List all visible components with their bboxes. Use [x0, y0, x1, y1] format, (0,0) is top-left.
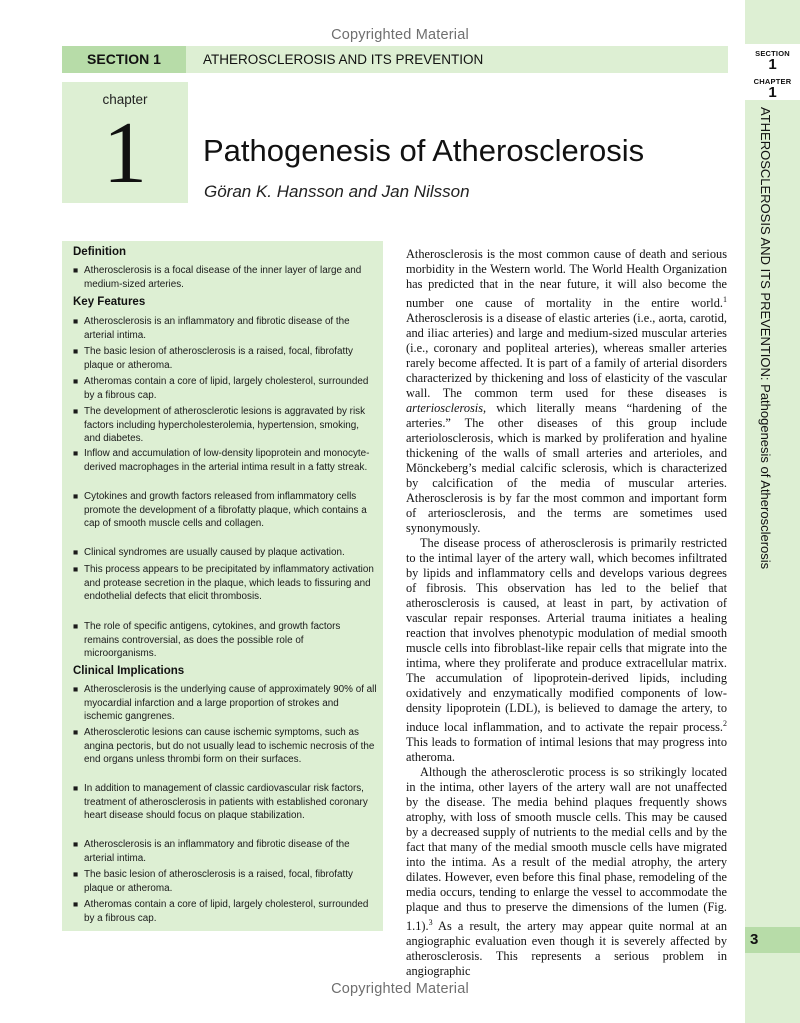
section-title: ATHEROSCLEROSIS AND ITS PREVENTION: [203, 52, 484, 67]
chapter-number-box: [62, 82, 188, 203]
summary-box: [62, 241, 383, 931]
side-section-word: SECTION: [755, 49, 790, 58]
clinical-item: ■ Atherosclerotic lesions can cause ischemic symptoms, such as angina pectoris, but do not usually lead to ischemic necrosis of the end organs unless thrombi form on their surfaces.: [73, 726, 378, 767]
running-title: ATHEROSCLEROSIS AND ITS PREVENTION: Pathogenesis of Atherosclerosis: [758, 107, 773, 570]
definition-item: ■ Atherosclerosis is a focal disease of the inner layer of large and medium-sized arteries.: [73, 264, 378, 291]
side-tab-strip: [745, 0, 800, 1023]
definition-heading: Definition: [73, 246, 127, 258]
body-p1-text-c: which literally means “hardening of the arteries.” The other diseases of this group include arteriolosclerosis, which is marked by proliferation and hyaline thickening of the walls of small arteries and arterioles, and Mönckeberg’s medial calcific sclerosis, which is characterized by calcification of the media of muscular arteries. Atherosclerosis is by far the most common and important form of arteriosclerosis, and the terms are sometimes used synonymously.: [406, 401, 727, 536]
key-feature-item: ■ Cytokines and growth factors released from inflammatory cells promote the development of a fibrofatty plaque, which contains a cap of smooth muscle cells and collagen.: [73, 490, 378, 531]
reference-1: 1: [723, 295, 727, 304]
running-title-wrapper: [758, 107, 788, 570]
side-chapter-number: 1: [768, 84, 777, 101]
key-feature-item: ■ This process appears to be precipitated by inflammatory activation and protease secretion in the plaque, which leads to fissuring and endothelial defects that elicit thrombosis.: [73, 563, 378, 604]
body-p1-text-b: Atherosclerosis is a disease of elastic arteries (i.e., aorta, carotid, and iliac arteries) and large and medium-sized muscular arteries (i.e., coronary and popliteal arteries), whereas smaller arteries rarely become affected. It is part of a family of arterial disorders characterized by thickening and loss of elasticity of the vascular wall. The common term used for these diseases is: [406, 311, 727, 401]
side-chapter-word: CHAPTER: [753, 77, 792, 86]
chapter-title: Pathogenesis of Atherosclerosis: [203, 133, 645, 168]
section-header-bar: [62, 46, 728, 73]
key-feature-item: ■ The basic lesion of atherosclerosis is a raised, focal, fibrofatty plaque or atheroma.: [73, 345, 378, 372]
body-text-column: [406, 247, 727, 979]
body-paragraph-1: [406, 247, 727, 536]
clinical-item: ■ Atherosclerosis is an inflammatory and fibrotic disease of the arterial intima.: [73, 838, 378, 865]
key-feature-item: ■ The role of specific antigens, cytokines, and growth factors remains controversial, as does the possible role of microorganisms.: [73, 620, 378, 661]
key-feature-item: ■ Inflow and accumulation of low-density lipoprotein and monocyte-derived macrophages in the arterial intima result in a fatty streak.: [73, 447, 378, 474]
side-section-number: 1: [768, 56, 777, 73]
section-label: SECTION 1: [62, 46, 186, 73]
key-feature-item: ■ Clinical syndromes are usually caused by plaque activation.: [73, 546, 378, 560]
body-p2-text-b: This leads to formation of intimal lesions that may progress into atheroma.: [406, 735, 727, 765]
watermark-top: Copyrighted Material: [331, 27, 469, 43]
chapter-word: chapter: [102, 92, 148, 107]
body-paragraph-2: [406, 536, 727, 765]
clinical-item: ■ The basic lesion of atherosclerosis is a raised, focal, fibrofatty plaque or atheroma.: [73, 868, 378, 895]
watermark-bottom: Copyrighted Material: [331, 981, 469, 997]
key-feature-item: ■ The development of atherosclerotic lesions is aggravated by risk factors including hypercholesterolemia, hypertension, smoking, and diabetes.: [73, 405, 378, 446]
key-feature-item: ■ Atheromas contain a core of lipid, largely cholesterol, surrounded by a fibrous cap.: [73, 375, 378, 402]
clinical-item: ■ Atherosclerosis is the underlying cause of approximately 90% of all myocardial infarction and a large proportion of strokes and ischemic gangrenes.: [73, 683, 378, 724]
body-p3-text-a: Although the atherosclerotic process is so strikingly located in the intima, other layers of the artery wall are not unaffected by the disease. The media behind plaques frequently shows atrophy, with loss of smooth muscle cells. This may be caused by a decreased supply of nutrients to the medial cells and by the fact that many of the medial smooth muscle cells have migrated into the intima. As a result of the medial atrophy, the artery dilates. However, even before this final phase, remodeling of the media occurs, tending to enlarge the vessel to accommodate the plaque and thus to preserve the dimensions of the lumen (Fig. 1.1).: [406, 765, 727, 934]
clinical-item: ■ Atheromas contain a core of lipid, largely cholesterol, surrounded by a fibrous cap.: [73, 898, 378, 925]
page-number: 3: [750, 931, 759, 948]
body-p1-text-a: Atherosclerosis is the most common cause of death and serious morbidity in the Western world. The World Health Organization has predicted that in the near future, it will also become the number one cause of mortality in the entire world.: [406, 247, 727, 311]
page-number-tab: [745, 927, 800, 953]
key-feature-item: ■ Atherosclerosis is an inflammatory and fibrotic disease of the arterial intima.: [73, 315, 378, 342]
side-section-chapter-marker: [745, 44, 800, 100]
reference-2: 2: [723, 719, 727, 729]
body-paragraph-3: [406, 765, 727, 979]
key-features-heading: Key Features: [73, 296, 146, 308]
reference-3: 3: [428, 918, 433, 928]
clinical-item: ■ In addition to management of classic cardiovascular risk factors, treatment of atherosclerosis in patients with established coronary heart disease should focus on plaque stabilization.: [73, 782, 378, 823]
body-p1-term: arteriosclerosis,: [406, 401, 487, 416]
chapter-number: 1: [103, 105, 147, 202]
body-p2-text-a: The disease process of atherosclerosis is primarily restricted to the intimal layer of the artery wall, which becomes infiltrated by lipids and inflammatory cells and develops various degrees of fibrosis. This observation has led to the belief that atherosclerosis is caused, at least in part, by activation of vascular repair responses. Arterial trauma initiates a healing reaction that involves phenotypic modulation of medial smooth muscle cells into fibroblast-like repair cells that migrate into the intima, where they proliferate and produce extracellular matrix. The accumulation of lipoprotein-derived lipids, including oxidatively and enzymatically modified components of low-density lipoprotein (LDL), is believed to damage the artery, to induce local inflammation, and to activate the repair process.: [406, 536, 727, 735]
chapter-authors: Göran K. Hansson and Jan Nilsson: [204, 182, 470, 201]
clinical-implications-heading: Clinical Implications: [73, 665, 185, 677]
body-p3-text-b: As a result, the artery may appear quite normal at an angiographic evaluation even though it is severely affected by atherosclerosis. This represents a serious problem in angiographic: [406, 919, 727, 979]
